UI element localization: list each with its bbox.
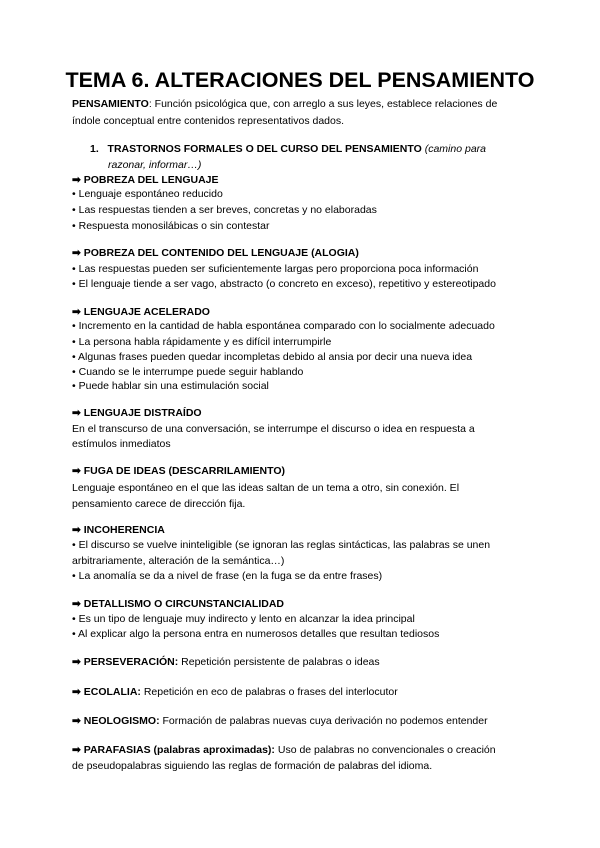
arrow-icon: ➡ xyxy=(72,407,81,419)
arrow-icon: ➡ xyxy=(72,598,81,610)
section-title-fuga: ➡ FUGA DE IDEAS (DESCARRILAMIENTO) xyxy=(72,465,285,477)
list-item: • Lenguaje espontáneo reducido xyxy=(72,188,223,200)
bullet-icon: • xyxy=(72,539,76,551)
bullet-icon: • xyxy=(72,380,76,392)
arrow-icon: ➡ xyxy=(72,306,81,318)
section-perseveracion: ➡ PERSEVERACIÓN: Repetición persistente de palabras o ideas xyxy=(72,656,380,668)
bullet-icon: • xyxy=(72,613,76,625)
list-item: • Incremento en la cantidad de habla espontánea comparado con lo socialmente adecuado xyxy=(72,320,495,332)
section-ecolalia: ➡ ECOLALIA: Repetición en eco de palabras o frases del interlocutor xyxy=(72,686,398,698)
heading-note-2: razonar, informar…) xyxy=(108,159,202,171)
list-item: • La persona habla rápidamente y es difícil interrumpirle xyxy=(72,336,332,348)
heading-number: 1. xyxy=(90,143,99,155)
arrow-icon: ➡ xyxy=(72,174,81,186)
list-item: • Es un tipo de lenguaje muy indirecto y lento en alcanzar la idea principal xyxy=(72,613,415,625)
bullet-icon: • xyxy=(72,220,76,232)
bullet-icon: • xyxy=(72,628,76,640)
bullet-icon: • xyxy=(72,188,76,200)
term: PERSEVERACIÓN: xyxy=(83,656,179,668)
definition-line-2: índole conceptual entre contenidos representativos dados. xyxy=(72,115,345,127)
heading-note-1: (camino para xyxy=(424,143,486,155)
paragraph-line: pensamiento carece de dirección fija. xyxy=(72,498,246,510)
arrow-icon: ➡ xyxy=(72,744,81,756)
bullet-icon: • xyxy=(72,320,76,332)
term: NEOLOGISMO: xyxy=(83,715,160,727)
definition-term: PENSAMIENTO xyxy=(72,98,149,110)
bullet-icon: • xyxy=(72,570,76,582)
definition-text-1: : Función psicológica que, con arreglo a sus leyes, establece relaciones de xyxy=(148,98,498,110)
arrow-icon: ➡ xyxy=(72,715,81,727)
bullet-icon: • xyxy=(72,204,76,216)
section-title-distraido: ➡ LENGUAJE DISTRAÍDO xyxy=(72,407,202,419)
arrow-icon: ➡ xyxy=(72,656,81,668)
arrow-icon: ➡ xyxy=(72,465,81,477)
section-title-alogia: ➡ POBREZA DEL CONTENIDO DEL LENGUAJE (ALOGIA) xyxy=(72,247,359,259)
paragraph-line: de pseudopalabras siguiendo las reglas de formación de palabras del idioma. xyxy=(72,760,433,772)
list-item: • La anomalía se da a nivel de frase (en la fuga se da entre frases) xyxy=(72,570,383,582)
list-item: • El discurso se vuelve ininteligible (se ignoran las reglas sintácticas, las palabras se unen xyxy=(72,539,491,551)
paragraph-line: En el transcurso de una conversación, se interrumpe el discurso o idea en respuesta a xyxy=(72,423,475,435)
list-item: • Las respuestas tienden a ser breves, concretas y no elaboradas xyxy=(72,204,377,216)
list-item: • Cuando se le interrumpe puede seguir hablando xyxy=(72,366,304,378)
bullet-icon: • xyxy=(72,278,76,290)
section-parafasias: ➡ PARAFASIAS (palabras aproximadas): Uso de palabras no convencionales o creación xyxy=(72,744,496,756)
paragraph-line: Lenguaje espontáneo en el que las ideas saltan de un tema a otro, sin conexión. El xyxy=(72,482,460,494)
section-title-detallismo: ➡ DETALLISMO O CIRCUNSTANCIALIDAD xyxy=(72,598,284,610)
numbered-heading xyxy=(90,141,550,158)
bullet-icon: • xyxy=(72,351,76,363)
arrow-icon: ➡ xyxy=(72,247,81,259)
heading-text: TRASTORNOS FORMALES O DEL CURSO DEL PENSAMIENTO xyxy=(107,143,422,155)
list-item: • El lenguaje tiende a ser vago, abstracto (o concreto en exceso), repetitivo y estereotipado xyxy=(72,278,496,290)
list-item: • Algunas frases pueden quedar incompletas debido al ansia por decir una nueva idea xyxy=(72,351,473,363)
bullet-icon: • xyxy=(72,263,76,275)
arrow-icon: ➡ xyxy=(72,524,81,536)
list-item: • Puede hablar sin una estimulación social xyxy=(72,380,269,392)
arrow-icon: ➡ xyxy=(72,686,81,698)
list-item: • Las respuestas pueden ser suficientemente largas pero proporciona poca información xyxy=(72,263,479,275)
list-item: • Al explicar algo la persona entra en numerosos detalles que resultan tediosos xyxy=(72,628,440,640)
section-neologismo: ➡ NEOLOGISMO: Formación de palabras nuevas cuya derivación no podemos entender xyxy=(72,715,488,727)
section-title-incoherencia: ➡ INCOHERENCIA xyxy=(72,524,165,536)
section-title-pobreza: ➡ POBREZA DEL LENGUAJE xyxy=(72,174,219,186)
list-item-continuation: arbitrariamente, alteración de la semántica…) xyxy=(72,555,285,567)
term: PARAFASIAS (palabras aproximadas): xyxy=(83,744,275,756)
section-title-acelerado: ➡ LENGUAJE ACELERADO xyxy=(72,306,210,318)
bullet-icon: • xyxy=(72,366,76,378)
paragraph-line: estímulos inmediatos xyxy=(72,438,171,450)
term: ECOLALIA: xyxy=(83,686,141,698)
page-title: TEMA 6. ALTERACIONES DEL PENSAMIENTO xyxy=(65,68,535,92)
definition-line-1 xyxy=(72,96,532,113)
list-item: • Respuesta monosilábicas o sin contestar xyxy=(72,220,270,232)
bullet-icon: • xyxy=(72,336,76,348)
